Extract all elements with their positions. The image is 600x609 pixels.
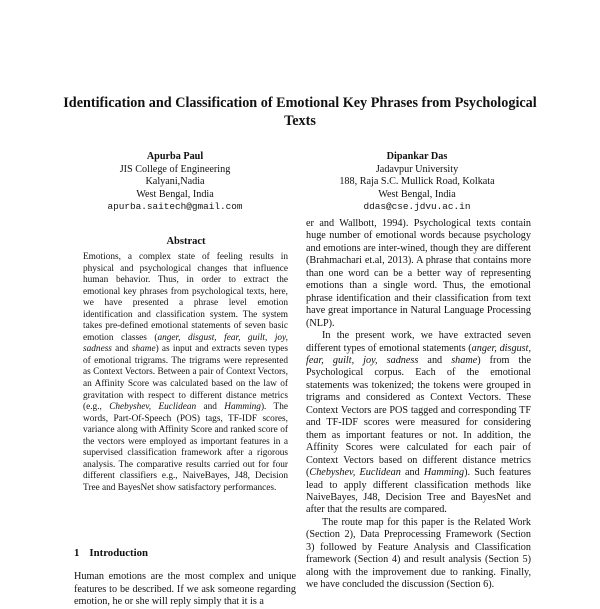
author-email: ddas@cse.jdvu.ac.in (363, 201, 471, 213)
emotion-class: shame (131, 344, 156, 355)
abstract-text: and (196, 402, 225, 413)
author-block-2 (297, 151, 537, 214)
abstract-text: and (111, 344, 132, 355)
abstract-text: ). The words, Part-Of-Speech (POS) tags, TF-IDF scores, variance along with Affinity Score and ranked score of the vectors were employed as important features in a supervised classification framework after a rigorous analysis. The comparative results carried out for four different classifiers e.g., NaiveBayes, J48, Decision Tree and BayesNet show satisfactory performances. (83, 402, 289, 493)
body-text: ). Such features lead to apply different classification methods like NaiveBayes, J48, Decision Tree and BayesNet and after that the results are compared. (306, 467, 531, 516)
emotion-classes: anger, disgust, fear, guilt, joy, sadness (306, 342, 532, 366)
body-text: and (418, 354, 452, 366)
body-text: In the present work, we have extracted seven different types of emotional statements ( (306, 330, 531, 354)
right-column (306, 218, 531, 592)
abstract-text: ) as input and extracts seven types of emotional trigrams. The trigrams were represented as Context Vectors. Between a pair of Context Vectors, an Affinity Score was calculated based on the law of gravitation with respect to different distance metrics (e.g., (83, 344, 288, 413)
section-number: 1 (74, 547, 80, 559)
author-affiliation: West Bengal, India (378, 188, 456, 200)
section-title: Introduction (89, 547, 149, 559)
body-text: and (400, 467, 424, 479)
author-affiliation: 188, Raja S.C. Mullick Road, Kolkata (339, 176, 495, 188)
abstract-text: Emotions, a complex state of feeling results in physical and psychological changes that influence human behavior. Thus, in order to extract the emotional key phrases from psychological texts, here, we have presented a phrase level emotion identification and classification system. The system takes pre-defined emotional statements of seven basic emotion classes ( (83, 252, 288, 343)
emotion-classes: anger, disgust, fear, guilt, joy, sadness (83, 332, 288, 355)
distance-metrics: Chebyshev, Euclidean (109, 402, 197, 413)
emotion-class: shame (451, 354, 478, 366)
author-affiliation: Kalyani,Nadia (145, 176, 205, 188)
author-affiliation: JIS College of Engineering (119, 163, 231, 175)
author-block-1 (70, 151, 280, 214)
distance-metric: Hamming (423, 467, 465, 479)
author-email: apurba.saitech@gmail.com (107, 201, 243, 213)
paper-title: Identification and Classification of Emotional Key Phrases from Psychological Texts (63, 95, 537, 129)
abstract-paragraph (83, 252, 288, 494)
distance-metrics: Chebyshev, Euclidean (309, 467, 401, 479)
author-affiliation: West Bengal, India (136, 188, 214, 200)
body-paragraph: The route map for this paper is the Related Work (Section 2), Data Preprocessing Framework (Section 3) followed by Feature Analysis and Classification framework (Section 4) and result analysis (Section 5) along with the improvement due to ranking. Finally, we have concluded the discussion (Section 6). (306, 516, 531, 591)
abstract-body (83, 252, 288, 494)
section-body: Human emotions are the most complex and unique features to be described. If we ask someone regarding emotion, he or she will reply simply that it is a (74, 571, 296, 608)
author-affiliation: Jadavpur University (375, 163, 459, 175)
author-name: Apurba Paul (146, 151, 204, 162)
abstract-heading: Abstract (166, 236, 206, 247)
section-heading (74, 547, 148, 559)
body-text: ) from the Psychological corpus. Each of the emotional statements was tokenized; the tokens were grouped in trigrams and considered as Context Vectors. These Context Vectors are POS tagged and corresponding TF and TF-IDF scores were measured for considering them as important features or not. In addition, the Affinity Scores were calculated for each pair of Context Vectors based on different distance metrics ( (306, 354, 531, 479)
body-paragraph: er and Wallbott, 1994). Psychological texts contain huge number of emotional words because psychology and emotions are inter-wined, though they are different (Brahmachari et.al, 2013). A phrase that contains more than one word can be a better way of representing emotions than a single word. Thus, the emotional phrase identification and their classification from text have great importance in Natural Language Processing (NLP). (306, 218, 531, 329)
author-name: Dipankar Das (386, 151, 448, 162)
body-paragraph (306, 330, 531, 517)
distance-metric: Hamming (224, 402, 261, 413)
